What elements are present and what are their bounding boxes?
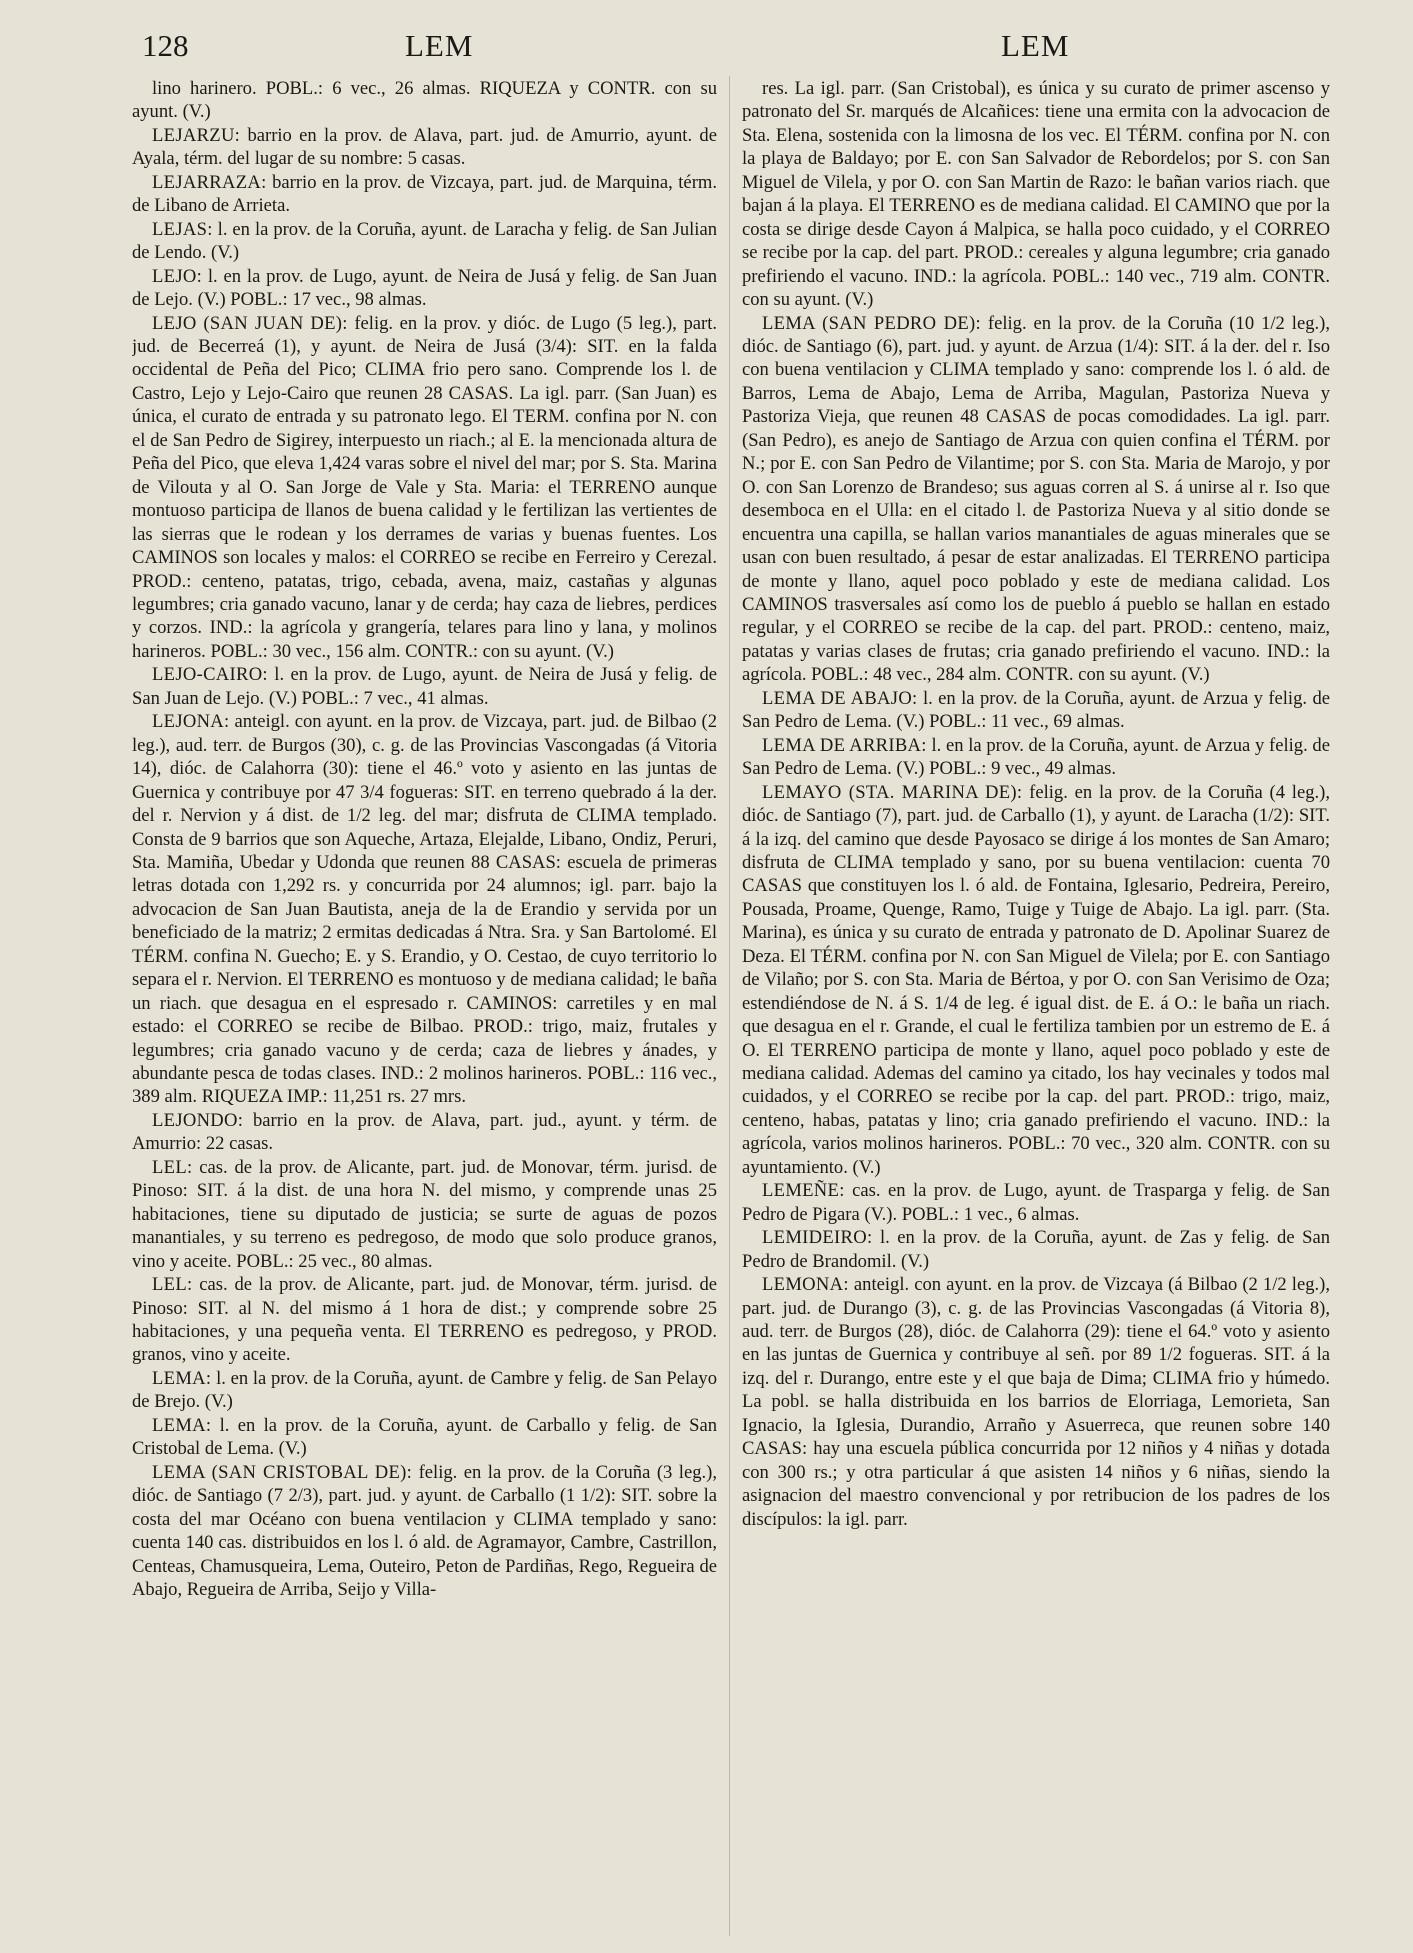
entry-headword: LEMAYO (STA. MARINA DE): xyxy=(762,781,1023,803)
entry xyxy=(742,1179,1330,1226)
entry-headword: LEJAS: xyxy=(152,218,213,240)
entry-text: res. La igl. parr. (San Cristobal), es única y su curato de primer ascenso y patronato del Sr. marqués de Alcañices: tiene una ermita con la advocacion de Sta. Elena, sostenida con la limosna de los vec. El TÉRM. confina por N. con la playa de Baldayo; por E. con San Salvador de Rebordelos; por S. con San Miguel de Vilela, y por O. con San Martin de Razo: le bañan varios riach. que bajan á la playa. El TERRENO es de mediana calidad. El CAMINO que por la costa se dirige desde Cayon á Malpica, se halla poco cuidado, y el CORREO se recibe por la cap. del part. PROD.: cereales y alguna legumbre; cria ganado prefiriendo el vacuno. IND.: la agrícola. POBL.: 140 vec., 719 alm. CONTR. con su ayunt. (V.) xyxy=(742,78,1330,311)
entry xyxy=(132,1414,717,1461)
entry-headword: LEMA DE ARRIBA: xyxy=(762,734,927,756)
entry-text: l. en la prov. de la Coruña, ayunt. de Arzua y felig. de San Pedro de Lema. (V.) POBL.: 9 vec., 49 almas. xyxy=(742,734,1330,780)
entry-headword: LEMA (SAN CRISTOBAL DE): xyxy=(152,1461,413,1483)
entry-headword: LEJO (SAN JUAN DE): xyxy=(152,312,348,334)
left-column xyxy=(132,77,717,1937)
entry-headword: LEMEÑE: xyxy=(762,1180,845,1202)
entry xyxy=(132,171,717,218)
entry-text: barrio en la prov. de Vizcaya, part. jud. de Marquina, térm. de Libano de Arrieta. xyxy=(132,171,717,217)
entry xyxy=(132,1156,717,1273)
entry xyxy=(132,265,717,312)
entry-headword: LEJONA: xyxy=(152,711,230,733)
entry-headword: LEL: xyxy=(152,1156,193,1178)
entry-headword: LEJARRAZA: xyxy=(152,171,267,193)
entry-text: l. en la prov. de la Coruña, ayunt. de Cambre y felig. de San Pelayo de Brejo. (V.) xyxy=(132,1367,717,1413)
entry-headword: LEJO: xyxy=(152,265,203,287)
entry-text: cas. de la prov. de Alicante, part. jud. de Monovar, térm. jurisd. de Pinoso: SIT. á la dist. de una hora N. del mismo, y comprende unas 25 habitaciones, tiene su diputado de justicia; se surte de aguas de pozos manantiales, y su terreno es pedregoso, de modo que solo produce granos, vino y aceite. POBL.: 25 vec., 80 almas. xyxy=(132,1156,717,1272)
entry-text: cas. de la prov. de Alicante, part. jud. de Monovar, térm. jurisd. de Pinoso: SIT. al N. del mismo á 1 hora de dist.; y comprende sobre 25 habitaciones, y una pequeña venta. El TERRENO es pedregoso, y PROD. granos, vino y aceite. xyxy=(132,1274,717,1366)
entry-text: felig. en la prov. y dióc. de Lugo (5 leg.), part. jud. de Becerreá (1), y ayunt. de Neira de Jusá (3/4): SIT. en la falda occidental de Peña del Pico; CLIMA frio pero sano. Comprende los l. de Castro, Lejo y Lejo-Cairo que reunen 28 CASAS. La igl. parr. (San Juan) es única, el curato de entrada y su patronato lego. El TERM. confina por N. con el de San Pedro de Sigirey, interpuesto un riach.; al E. la mencionada altura de Peña del Pico, que eleva 1,424 varas sobre el nivel del mar; por S. Sta. Marina de Vilouta y al O. San Jorge de Vale y Sta. Maria: el TERRENO aunque montuoso participa de llanos de buena calidad y le fertilizan las vertientes de las sierras que le rodean y los derrames de varias y buenas fuentes. Los CAMINOS son locales y malos: el CORREO se recibe en Ferreiro y Cerezal. PROD.: centeno, patatas, trigo, cebada, avena, maiz, castañas y algunas legumbres; cria ganado vacuno, lanar y de cerda; hay caza de liebres, perdices y corzos. IND.: la agrícola y grangería, telares para lino y lana, y molinos harineros. POBL.: 30 vec., 156 alm. CONTR.: con su ayunt. (V.) xyxy=(132,312,717,662)
entry xyxy=(132,1461,717,1602)
entry xyxy=(132,1273,717,1367)
entry xyxy=(132,312,717,664)
entry-text: lino harinero. POBL.: 6 vec., 26 almas. RIQUEZA y CONTR. con su ayunt. (V.) xyxy=(132,78,717,123)
entry xyxy=(742,687,1330,734)
entry-headword: LEMIDEIRO: xyxy=(762,1227,873,1249)
entry-text: l. en la prov. de Lugo, ayunt. de Neira de Jusá y felig. de San Juan de Lejo. (V.) POBL.: 17 vec., 98 almas. xyxy=(132,265,717,311)
entry-text: cas. en la prov. de Lugo, ayunt. de Trasparga y felig. de San Pedro de Pigara (V.). POBL.: 1 vec., 6 almas. xyxy=(742,1180,1330,1225)
entry xyxy=(742,781,1330,1180)
right-column xyxy=(742,77,1330,1937)
entry-text: barrio en la prov. de Alava, part. jud., ayunt. y térm. de Amurrio: 22 casas. xyxy=(132,1109,717,1155)
entry-headword: LEMA (SAN PEDRO DE): xyxy=(762,312,981,334)
entry-headword: LEJARZU: xyxy=(152,124,241,146)
entry-text: l. en la prov. de la Coruña, ayunt. de Arzua y felig. de San Pedro de Lema. (V.) POBL.: 11 vec., 69 almas. xyxy=(742,687,1330,733)
entry-text: barrio en la prov. de Alava, part. jud. de Amurrio, ayunt. de Ayala, térm. del lugar de su nombre: 5 casas. xyxy=(132,124,717,170)
column-divider xyxy=(729,76,730,1936)
entry xyxy=(132,663,717,710)
entry xyxy=(742,77,1330,312)
page-number: 128 xyxy=(142,28,189,63)
entry xyxy=(132,1109,717,1156)
entry xyxy=(132,710,717,1109)
entry-text: anteigl. con ayunt. en la prov. de Vizcaya, part. jud. de Bilbao (2 leg.), aud. terr. de Burgos (30), c. g. de las Provincias Vascongadas (á Vitoria 14), dióc. de Calahorra (30): tiene el 46.º voto y asiento en las juntas de Guernica y contribuye por 47 3/4 fogueras: SIT. en terreno quebrado á la der. del r. Nervion y á dist. de 1/2 leg. del mar; disfruta de CLIMA templado. Consta de 9 barrios que son Aqueche, Artaza, Elejalde, Libano, Ondiz, Peruri, Sta. Mamiña, Ubedar y Udonda que reunen 88 CASAS: escuela de primeras letras dotada con 1,292 rs. y concurrida por 24 alumnos; igl. parr. bajo la advocacion de San Juan Bautista, aneja de la de Erandio y servida por un beneficiado de la matriz; 2 ermitas dedicadas á Ntra. Sra. y San Bartolomé. El TÉRM. confina N. Guecho; E. y S. Erandio, y O. Cestao, de cuyo territorio lo separa el r. Nervion. El TERRENO es montuoso y de mediana calidad; le baña un riach. que desagua en el espresado r. CAMINOS: carretiles y en mal estado: el CORREO se recibe de Bilbao. PROD.: trigo, maiz, frutales y legumbres; cria ganado vacuno y de cerda; caza de liebres y ánades, y abundante pesca de todas clases. IND.: 2 molinos harineros. POBL.: 116 vec., 389 alm. RIQUEZA IMP.: 11,251 rs. 27 mrs. xyxy=(132,711,717,1108)
entry-headword: LEJONDO: xyxy=(152,1109,244,1131)
entry xyxy=(132,1367,717,1414)
entry-text: l. en la prov. de la Coruña, ayunt. de Zas y felig. de San Pedro de Brandomil. (V.) xyxy=(742,1227,1330,1272)
entry xyxy=(132,77,717,124)
entry xyxy=(742,312,1330,687)
entry-headword: LEMA DE ABAJO: xyxy=(762,687,918,709)
entry-text: felig. en la prov. de la Coruña (10 1/2 leg.), dióc. de Santiago (6), part. jud. y ayunt. de Arzua (1/4): SIT. á la der. del r. Iso con buena ventilacion y CLIMA templado y sano: comprende los l. ó ald. de Barros, Lema de Abajo, Lema de Arriba, Magulan, Pastoriza Nueva y Pastoriza Vieja, que reunen 48 CASAS de pocas comodidades. La igl. parr. (San Pedro), es anejo de Santiago de Arzua con quien confina el TÉRM. por N.; por E. con San Pedro de Vilantime; por S. con Sta. Maria de Marojo, y por O. con San Lorenzo de Brandeso; sus aguas corren al S. á unirse al r. Iso que desemboca en el Ulla: en el citado l. de Pastoriza Nueva y al sitio donde se encuentra una capilla, se hallan varios manantiales de aguas minerales que se usan con buen resultado, á pesar de estar analizadas. El TERRENO participa de monte y llano, aquel poco poblado y este de mediana calidad. Los CAMINOS trasversales así como los de pueblo á pueblo se hallan en estado regular, y el CORREO se recibe de la cap. del part. PROD.: centeno, maiz, patatas y varias clases de frutas; cria ganado prefiriendo el vacuno. IND.: la agrícola. POBL.: 48 vec., 284 alm. CONTR. con su ayunt. (V.) xyxy=(742,312,1330,686)
entry-text: anteigl. con ayunt. en la prov. de Vizcaya (á Bilbao (2 1/2 leg.), part. jud. de Durango (3), c. g. de las Provincias Vascongadas (á Vitoria 8), aud. terr. de Burgos (28), dióc. de Calahorra (29): tiene el 64.º voto y asiento en las juntas de Guernica y contribuye al señ. por 89 1/2 fogueras. SIT. á la izq. del r. Durango, entre este y el que baja de Dima; CLIMA frio y húmedo. La pobl. se halla distribuida en los barrios de Elorriaga, Lemorieta, San Ignacio, la Iglesia, Durandio, Arraño y Asuerreca, que reunen sobre 140 CASAS: hay una escuela pública concurrida por 12 niños y 4 niñas y dotada con 300 rs.; y otra particular á que asisten 14 niños y 6 niñas, siendo la asignacion del maestro convencional y por retribucion de los padres de los discípulos: la igl. parr. xyxy=(742,1274,1330,1530)
entry-headword: LEJO-CAIRO: xyxy=(152,664,268,686)
entry-headword: LEMA: xyxy=(152,1414,212,1436)
entry xyxy=(742,1226,1330,1273)
entry-headword: LEMA: xyxy=(152,1367,212,1389)
entry xyxy=(132,124,717,171)
running-head-left: LEM xyxy=(405,28,474,63)
entry-headword: LEMONA: xyxy=(762,1274,849,1296)
entry xyxy=(132,218,717,265)
entry xyxy=(742,734,1330,781)
entry-text: felig. en la prov. de la Coruña (3 leg.), dióc. de Santiago (7 2/3), part. jud. y ayunt. de Carballo (1 1/2): SIT. sobre la costa del mar Océano con buena ventilacion y CLIMA templado y sano: cuenta 140 cas. distribuidos en los l. ó ald. de Agramayor, Cambre, Castrillon, Centeas, Chamusqueira, Lema, Outeiro, Peton de Pardiñas, Rego, Regueira de Abajo, Regueira de Arriba, Seijo y Villa- xyxy=(132,1461,717,1600)
entry-text: l. en la prov. de la Coruña, ayunt. de Carballo y felig. de San Cristobal de Lema. (V.) xyxy=(132,1414,717,1460)
running-head-right: LEM xyxy=(1001,28,1070,63)
entry xyxy=(742,1273,1330,1531)
entry-text: felig. en la prov. de la Coruña (4 leg.), dióc. de Santiago (7), part. jud. de Carballo (1), y ayunt. de Laracha (1/2): SIT. á la izq. del camino que desde Payosaco se dirige á los montes de San Amaro; disfruta de CLIMA templado y sano, por su buena ventilacion: cuenta 70 CASAS que constituyen los l. ó ald. de Fontaina, Iglesario, Pedreira, Pereiro, Pousada, Proame, Quenge, Ramo, Tuige y Tuige de Abajo. La igl. parr. (Sta. Marina), es única y su curato de entrada y patronato de D. Apolinar Suarez de Deza. El TÉRM. confina por N. con San Miguel de Vilela; por E. con Santiago de Vilaño; por S. con Sta. Maria de Bértoa, y por O. con San Verisimo de Oza; estendiéndose de N. á S. 1/4 de leg. é igual dist. de E. á O.: le baña un riach. que desagua en el r. Grande, el cual le fertiliza tambien por un estremo de E. á O. El TERRENO participa de monte y llano, aquel poco poblado y este de mediana calidad. Ademas del camino ya citado, los hay vecinales y todos mal cuidados, y el CORREO se recibe por la cap. del part. PROD.: trigo, maiz, centeno, habas, patatas y lino; cria ganado prefiriendo el vacuno. IND.: la agrícola, varios molinos harineros. POBL.: 70 vec., 320 alm. CONTR. con su ayuntamiento. (V.) xyxy=(742,781,1330,1178)
entry-text: l. en la prov. de Lugo, ayunt. de Neira de Jusá y felig. de San Juan de Lejo. (V.) POBL.: 7 vec., 41 almas. xyxy=(132,664,717,709)
entry-headword: LEL: xyxy=(152,1274,193,1296)
entry-text: l. en la prov. de la Coruña, ayunt. de Laracha y felig. de San Julian de Lendo. (V.) xyxy=(132,218,717,264)
